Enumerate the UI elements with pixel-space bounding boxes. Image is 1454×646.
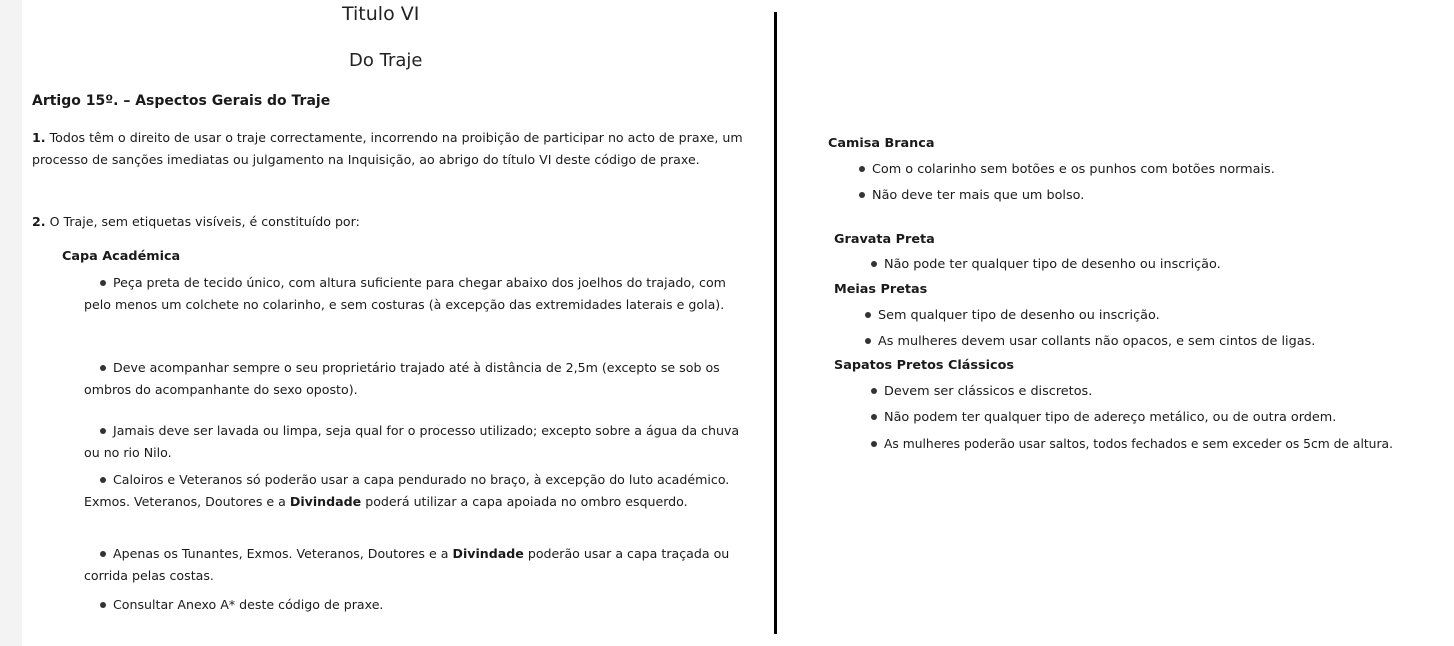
bullet-dot — [100, 365, 106, 371]
capa-heading: Capa Académica — [62, 249, 181, 264]
meias-bullet-1-text: Sem qualquer tipo de desenho ou inscrição. — [878, 308, 1160, 323]
bullet-dot — [100, 428, 106, 434]
capa-bullet-6-text: Consultar Anexo A* deste código de praxe. — [113, 597, 384, 612]
page-subtitle: Do Traje — [349, 50, 423, 71]
bullet-dot — [100, 551, 106, 557]
camisa-bullet-2 — [859, 188, 1084, 203]
capa-bullet-2-text: Deve acompanhar sempre o seu proprietário trajado até à distância de 2,5m (excepto se sob os ombros do acompanhante do sexo oposto). — [84, 360, 720, 397]
capa-bullet-3-text: Jamais deve ser lavada ou limpa, seja qual for o processo utilizado; excepto sobre a água da chuva ou no rio Nilo. — [84, 423, 740, 460]
capa-bullet-1 — [84, 272, 744, 316]
sapatos-bullet-2 — [871, 410, 1336, 425]
right-page — [778, 0, 1454, 646]
capa-bullet-6 — [84, 594, 744, 616]
capa-bullet-4-text-b: poderá utilizar a capa apoiada no ombro esquerdo. — [361, 494, 688, 509]
capa-bullet-3 — [84, 420, 744, 464]
bullet-dot — [100, 477, 106, 483]
bullet-dot — [871, 388, 877, 394]
camisa-bullet-2-text: Não deve ter mais que um bolso. — [872, 188, 1085, 203]
sapatos-heading: Sapatos Pretos Clássicos — [834, 358, 1015, 373]
capa-bullet-5-text-a: Apenas os Tunantes, Exmos. Veteranos, Doutores e a — [113, 546, 453, 561]
bullet-dot — [100, 602, 106, 608]
article-heading: Artigo 15º. – Aspectos Gerais do Traje — [32, 93, 331, 109]
bullet-dot — [859, 192, 865, 198]
paragraph-1 — [32, 127, 752, 171]
capa-bullet-4 — [84, 469, 744, 513]
capa-bullet-5 — [84, 543, 744, 587]
bullet-dot — [871, 414, 877, 420]
bullet-dot — [859, 166, 865, 172]
bullet-dot — [871, 261, 877, 267]
paragraph-2-number: 2. — [32, 214, 46, 229]
meias-bullet-2 — [865, 334, 1315, 349]
capa-bullet-5-text-b: poderão usar a capa traçada ou corrida pelas costas. — [84, 546, 730, 583]
paragraph-1-number: 1. — [32, 130, 46, 145]
sapatos-bullet-3-text: As mulheres poderão usar saltos, todos fechados e sem exceder os 5cm de altura. — [884, 437, 1393, 451]
bullet-dot — [865, 312, 871, 318]
bullet-dot — [865, 338, 871, 344]
paragraph-1-text: Todos têm o direito de usar o traje correctamente, incorrendo na proibição de participar no acto de praxe, um processo de sanções imediatas ou julgamento na Inquisição, ao abrigo do título VI deste código de praxe. — [32, 130, 743, 167]
paragraph-2 — [32, 211, 752, 233]
sapatos-bullet-1 — [871, 384, 1092, 399]
gravata-bullet-1-text: Não pode ter qualquer tipo de desenho ou inscrição. — [884, 257, 1221, 272]
camisa-bullet-1 — [859, 162, 1275, 177]
page-divider — [774, 12, 777, 634]
gravata-heading: Gravata Preta — [834, 232, 935, 247]
sapatos-bullet-2-text: Não podem ter qualquer tipo de adereço metálico, ou de outra ordem. — [884, 410, 1337, 425]
capa-bullet-1-text: Peça preta de tecido único, com altura suficiente para chegar abaixo dos joelhos do trajado, com pelo menos um colchete no colarinho, e sem costuras (à excepção das extremidades laterais e gola). — [84, 275, 726, 312]
capa-bullet-4-text-a: Caloiros e Veteranos só poderão usar a capa pendurado no braço, à excepção do luto académico. Exmos. Veteranos, Doutores e a — [84, 472, 730, 509]
bullet-dot — [871, 441, 877, 447]
capa-bullet-5-bold: Divindade — [452, 546, 524, 561]
sapatos-bullet-1-text: Devem ser clássicos e discretos. — [884, 384, 1093, 399]
camisa-bullet-1-text: Com o colarinho sem botões e os punhos com botões normais. — [872, 162, 1275, 177]
gravata-bullet-1 — [871, 257, 1221, 272]
bullet-dot — [100, 280, 106, 286]
sapatos-bullet-3 — [871, 437, 1393, 451]
camisa-heading: Camisa Branca — [828, 136, 935, 151]
meias-bullet-1 — [865, 308, 1160, 323]
capa-bullet-2 — [84, 357, 744, 401]
meias-bullet-2-text: As mulheres devem usar collants não opacos, e sem cintos de ligas. — [878, 334, 1316, 349]
page-title: Titulo VI — [342, 3, 420, 25]
capa-bullet-4-bold: Divindade — [289, 494, 362, 509]
meias-heading: Meias Pretas — [834, 282, 928, 297]
paragraph-2-text: O Traje, sem etiquetas visíveis, é constituído por: — [45, 214, 360, 229]
